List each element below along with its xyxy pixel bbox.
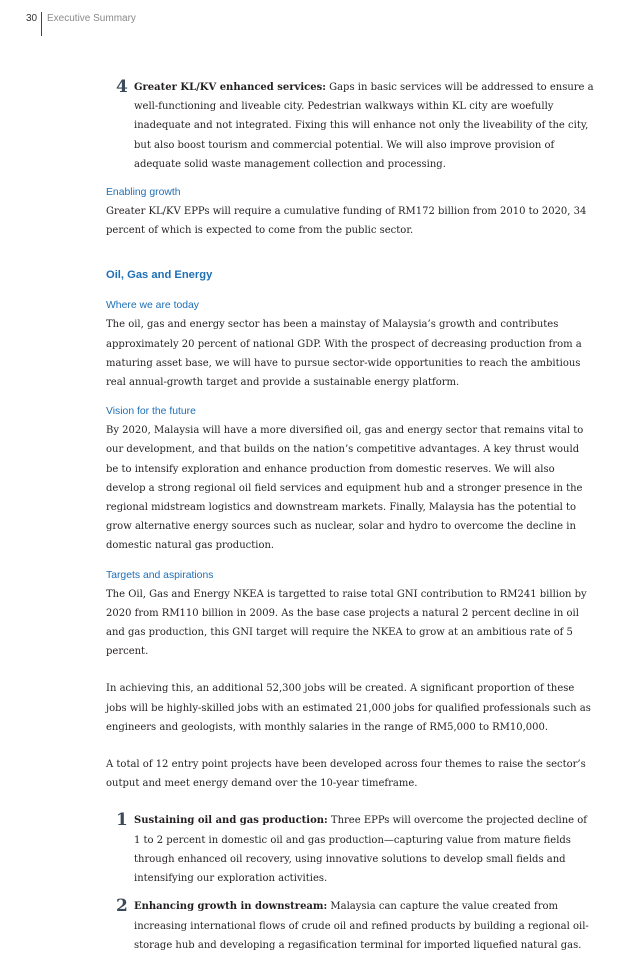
- targets-paragraph-2: In achieving this, an additional 52,300 jobs will be created. A significant proportion of these jobs will be highly-skilled jobs with an estimated 21,000 jobs for qualified professionals such as engineers and geologists, with monthly salaries in the range of RM5,000 to RM10,000.: [106, 683, 591, 733]
- numbered-item-4: [106, 78, 594, 174]
- item-paragraph: [134, 811, 594, 888]
- item-number: 1: [116, 810, 128, 831]
- targets-paragraph-1: The Oil, Gas and Energy NKEA is targetted to raise total GNI contribution to RM241 billion by 2020 from RM110 billion in 2009. As the base case projects a natural 2 percent decline in oil and gas production, this GNI target will require the NKEA to grow at an ambitious rate of 5 percent.: [106, 588, 587, 658]
- item-text: Malaysia can capture the value created from increasing international flows of crude oil and refined products by building a regional oil-storage hub and developing a regasification terminal for imported liquefied natural gas.: [134, 901, 589, 951]
- page-number: 30: [26, 13, 38, 24]
- running-section-title: Executive Summary: [47, 13, 136, 24]
- where-we-are-today-text: The oil, gas and energy sector has been a mainstay of Malaysia’s growth and contributes approximately 20 percent of national GDP. With the prospect of decreasing production from a maturing asset base, we will have to pursue sector-wide opportunities to reach the ambitious real annual-growth target and provide a sustainable energy platform.: [106, 319, 582, 389]
- item-text: Gaps in basic services will be addressed to ensure a well-functioning and liveable city. Pedestrian walkways within KL city are woefully inadequate and not integrated. Fixing this will enhance not only the liveability of the city, but also boost tourism and commercial potential. We will also improve provision of adequate solid waste management collection and processing.: [134, 82, 594, 170]
- enabling-growth-text: Greater KL/KV EPPs will require a cumulative funding of RM172 billion from 2010 to 2020, 34 percent of which is expected to come from the public sector.: [106, 206, 587, 237]
- page-content: [106, 78, 594, 955]
- enabling-growth-heading: Enabling growth: [106, 187, 181, 199]
- item-number: 2: [116, 896, 128, 917]
- item-title: Enhancing growth in downstream:: [134, 901, 328, 913]
- targets-heading: Targets and aspirations: [106, 569, 214, 581]
- vision-heading: Vision for the future: [106, 406, 196, 418]
- item-number: 4: [116, 77, 128, 97]
- numbered-item-1: [106, 811, 594, 888]
- header-divider: [41, 12, 42, 36]
- item-text: Three EPPs will overcome the projected decline of 1 to 2 percent in domestic oil and gas production—capturing value from mature fields through enhanced oil recovery, using innovative solutions to develop small fields and intensifying our exploration activities.: [134, 815, 587, 885]
- item-paragraph: [134, 897, 594, 955]
- item-title: Greater KL/KV enhanced services:: [134, 82, 326, 93]
- numbered-item-2: [106, 897, 594, 955]
- where-we-are-today-heading: Where we are today: [106, 300, 199, 312]
- oil-gas-energy-title: Oil, Gas and Energy: [106, 269, 213, 282]
- item-paragraph: [134, 78, 594, 174]
- targets-paragraph-3: A total of 12 entry point projects have been developed across four themes to raise the sector’s output and meet energy demand over the 10-year timeframe.: [106, 759, 586, 790]
- item-title: Sustaining oil and gas production:: [134, 815, 328, 827]
- vision-text: By 2020, Malaysia will have a more diversified oil, gas and energy sector that remains vital to our development, and that builds on the nation’s competitive advantages. A key thrust would be to intensify exploration and enhance production from domestic reserves. We will also develop a strong regional oil field services and equipment hub and a stronger presence in the regional midstream logistics and downstream markets. Finally, Malaysia has the potential to grow alternative energy sources such as nuclear, solar and hydro to overcome the decline in domestic natural gas production.: [106, 425, 584, 552]
